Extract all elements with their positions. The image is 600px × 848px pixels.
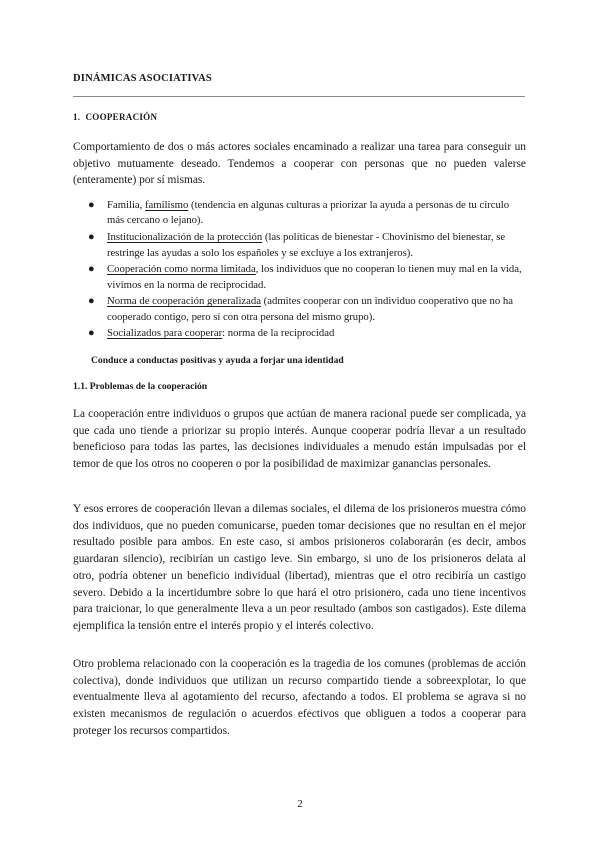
list-item bbox=[88, 294, 526, 325]
bullet-text: , los individuos que no cooperan lo tienen muy mal en la vida, vivimos en la norma de reciprocidad. bbox=[107, 263, 522, 291]
bullet-icon: ● bbox=[88, 263, 95, 276]
bullet-term: Socializados para cooperar bbox=[107, 327, 223, 340]
subsection-heading bbox=[73, 381, 207, 392]
subsection-number: 1.1. bbox=[73, 381, 88, 392]
bullet-icon: ● bbox=[88, 327, 95, 340]
bullet-text: (las políticas de bienestar - Chovinismo del bienestar, se restringe las ayudas a solo los españoles y se excluye a los extranjeros). bbox=[107, 231, 506, 259]
body-paragraph: La cooperación entre individuos o grupos que actúan de manera racional puede ser complicada, ya que cada uno tiende a priorizar su propio interés. Aunque cooperar podría llevar a un resultado beneficioso para todas las partes, las decisiones individuales a menudo están impulsadas por el temor de que los otros no cooperen o por la posibilidad de maximizar ganancias personales. bbox=[73, 408, 526, 471]
section-heading bbox=[73, 112, 157, 122]
list-item bbox=[88, 262, 526, 293]
body-paragraph: Otro problema relacionado con la cooperación es la tragedia de los comunes (problemas de acción colectiva), donde individuos que utilizan un recurso compartido tiende a sobreexplotar, lo que eventualmente lleva al agotamiento del recurso, afectando a todos. El problema se agrava si no existen mecanismos de regulación o acuerdos efectivos que obliguen a todos a cooperar para proteger los recursos compartidos. bbox=[73, 658, 526, 737]
section-number: 1. bbox=[73, 112, 81, 122]
document-title: DINÁMICAS ASOCIATIVAS bbox=[73, 73, 212, 84]
bullet-term: Cooperación como norma limitada bbox=[107, 263, 256, 276]
conclusion-line: Conduce a conductas positivas y ayuda a forjar una identidad bbox=[91, 355, 344, 366]
section-title: COOPERACIÓN bbox=[85, 112, 158, 122]
bullet-icon: ● bbox=[88, 295, 95, 308]
page-number: 2 bbox=[297, 798, 303, 810]
bullet-text: (tendencia en algunas culturas a priorizar la ayuda a personas de tu círculo más cercano o lejano). bbox=[107, 199, 510, 227]
bullet-text: (admites cooperar con un individuo cooperativo que no ha cooperado contigo, pero sí con otra persona del mismo grupo). bbox=[107, 295, 513, 323]
bullet-term: Institucionalización de la protección bbox=[107, 231, 263, 244]
bullet-text: : norma de la reciprocidad bbox=[222, 327, 335, 340]
bullet-term: familismo bbox=[145, 199, 189, 211]
list-item bbox=[88, 198, 526, 229]
title-divider bbox=[73, 96, 525, 97]
bullet-lead: Familia, bbox=[107, 199, 145, 211]
list-item bbox=[88, 230, 526, 261]
bullet-icon: ● bbox=[88, 231, 95, 244]
bullet-term: Norma de cooperación generalizada bbox=[107, 295, 261, 308]
subsection-title: Problemas de la cooperación bbox=[89, 381, 208, 392]
body-paragraph: Y esos errores de cooperación llevan a dilemas sociales, el dilema de los prisioneros muestra cómo dos individuos, que no pueden comunicarse, pueden tomar decisiones que no resultan en el mejor resultado posible para ambos. En este caso, si ambos prisioneros colaborarán (es decir, ambos guardaran silencio), recibirían un castigo leve. Sin embargo, si uno de los prisioneros delata al otro, podría obtener un beneficio individual (libertad), mientras que el otro recibiría un castigo severo. Debido a la incertidumbre sobre lo que hará el otro prisionero, cada uno tiene incentivos para traicionar, lo que generalmente lleva a un peor resultado (ambos son castigados). Este dilema ejemplifica la tensión entre el interés propio y el interés colectivo. bbox=[73, 503, 526, 632]
intro-paragraph: Comportamiento de dos o más actores sociales encaminado a realizar una tarea para conseguir un objetivo mutuamente deseado. Tendemos a cooperar con personas que no pueden valerse (enteramente) por sí mismas. bbox=[73, 141, 526, 187]
bullet-icon: ● bbox=[88, 199, 95, 211]
list-item bbox=[88, 326, 526, 341]
bullet-list bbox=[88, 198, 526, 343]
